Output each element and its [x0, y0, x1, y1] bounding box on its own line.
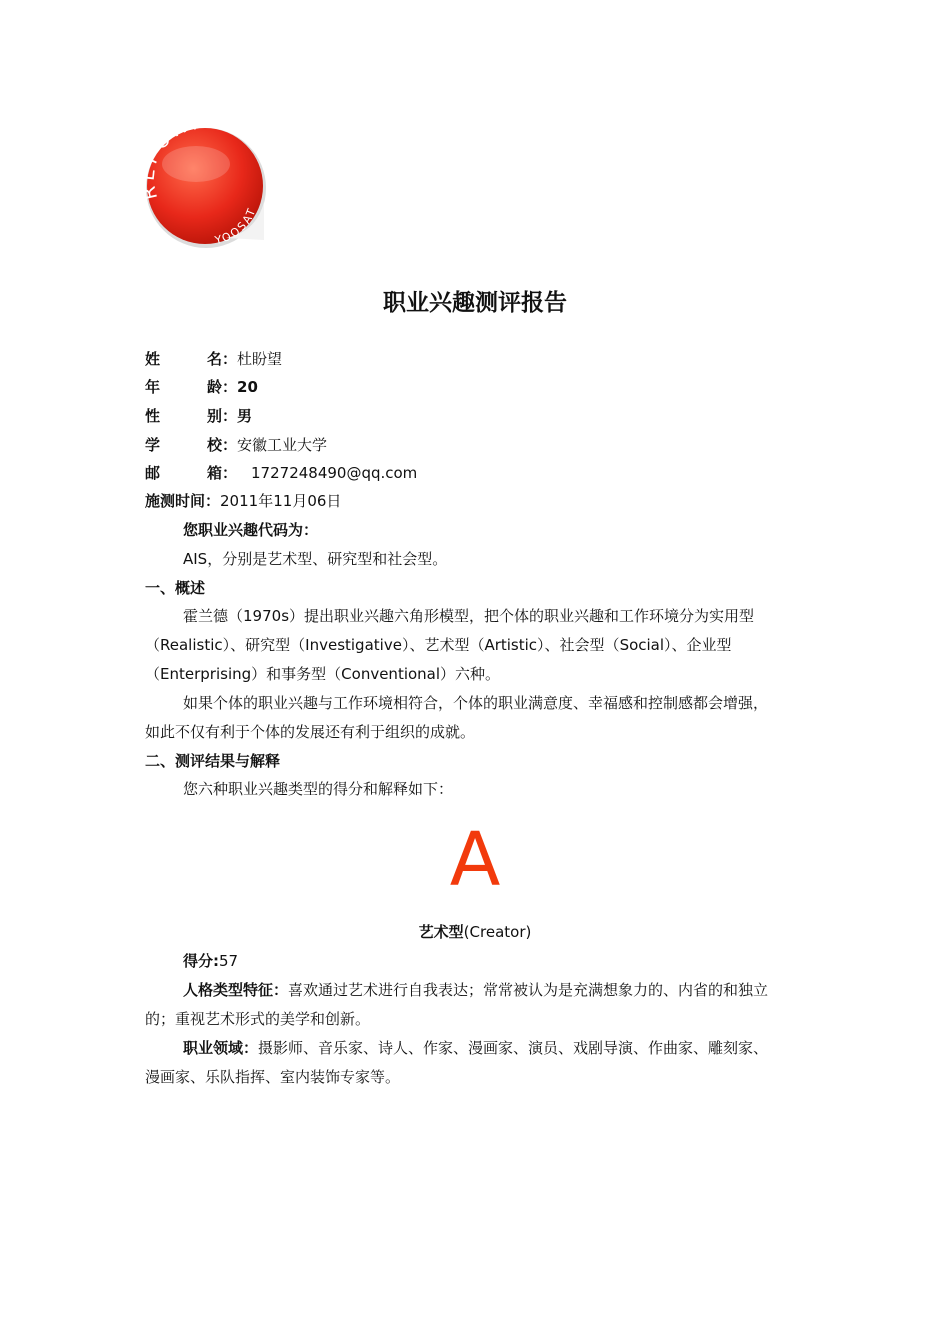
- type-name-row: [0, 922, 950, 942]
- type-en: (Creator): [463, 923, 532, 941]
- text-span: （: [145, 665, 161, 683]
- trait-text: 喜欢通过艺术进行自我表达；常常被认为是充满想象力的、内省的和独立: [288, 981, 769, 999]
- text-span: Investigative: [305, 636, 402, 654]
- test-time-year: 2011: [220, 492, 259, 510]
- test-time-month-unit: 月: [292, 492, 308, 510]
- info-label-b: 箱：: [207, 464, 238, 482]
- info-value-email: 1727248490@qq.com: [251, 464, 418, 482]
- text-span: Conventional: [341, 665, 441, 683]
- info-row-email: [145, 463, 417, 483]
- info-label-a: 性: [145, 407, 161, 425]
- info-row-gender: [145, 406, 252, 426]
- type-letter: A: [449, 817, 501, 903]
- test-time-label: 施测时间：: [145, 492, 221, 510]
- field-text: 摄影师、音乐家、诗人、作家、漫画家、演员、戏剧导演、作曲家、雕刻家、: [258, 1039, 769, 1057]
- text-span: 1970s: [243, 607, 290, 625]
- section2-heading: 二、测评结果与解释: [145, 752, 281, 770]
- trait-line1: [183, 980, 768, 1000]
- info-value-gender: 男: [237, 407, 253, 425]
- score-value: 57: [219, 952, 239, 970]
- info-value-age: 20: [237, 378, 258, 396]
- score-label: 得分:: [183, 952, 219, 970]
- text-span: Social: [619, 636, 665, 654]
- report-seal-logo: [138, 120, 278, 260]
- field-line1: [183, 1038, 768, 1058]
- text-span: ）、企业型: [664, 636, 732, 654]
- info-label-b: 别：: [207, 407, 238, 425]
- info-label-b: 校：: [207, 436, 238, 454]
- section2-intro: 您六种职业兴趣类型的得分和解释如下：: [183, 780, 454, 798]
- section1-p2-line1: 如果个体的职业兴趣与工作环境相符合，个体的职业满意度、幸福感和控制感都会增强，: [183, 694, 769, 712]
- text-span: ）和事务型（: [251, 665, 342, 683]
- text-span: ）、艺术型（: [401, 636, 485, 654]
- info-label-a: 学: [145, 436, 161, 454]
- code-result: [183, 549, 447, 569]
- text-span: Enterprising: [160, 665, 252, 683]
- test-time-day-unit: 日: [326, 492, 342, 510]
- code-value: AIS: [183, 550, 208, 568]
- test-time-month: 11: [273, 492, 293, 510]
- logo-text-top: REPORT: [138, 120, 206, 203]
- text-span: ）、研究型（: [222, 636, 306, 654]
- info-label-a: 邮: [145, 464, 161, 482]
- info-row-name: [145, 349, 282, 369]
- text-span: ）、社会型（: [537, 636, 620, 654]
- info-row-age: [145, 377, 258, 397]
- field-line2: 漫画家、乐队指挥、室内装饰专家等。: [145, 1068, 401, 1086]
- section1-heading: 一、概述: [145, 579, 206, 597]
- report-title: 职业兴趣测评报告: [383, 290, 567, 316]
- section1-p1-line1: [183, 606, 754, 626]
- text-span: （: [145, 636, 161, 654]
- report-seal-icon: [138, 120, 278, 260]
- test-time-year-unit: 年: [258, 492, 274, 510]
- info-label-a: 姓: [145, 350, 161, 368]
- code-desc: ，分别是艺术型、研究型和社会型。: [207, 550, 448, 568]
- info-label-b: 龄：: [207, 378, 238, 396]
- score-row: [183, 951, 238, 971]
- text-span: Artistic: [484, 636, 538, 654]
- code-label: 您职业兴趣代码为：: [183, 521, 319, 539]
- trait-line2: 的；重视艺术形式的美学和创新。: [145, 1010, 371, 1028]
- text-span: 霍兰德（: [183, 607, 244, 625]
- info-value-name: 杜盼望: [237, 350, 283, 368]
- info-label-b: 名：: [207, 350, 238, 368]
- section1-p1-line2: [145, 635, 732, 655]
- test-time-day: 06: [307, 492, 327, 510]
- info-label-a: 年: [145, 378, 161, 396]
- field-label: 职业领域：: [183, 1039, 259, 1057]
- section1-p1-line3: [145, 664, 500, 684]
- info-row-school: [145, 435, 327, 455]
- info-value-school: 安徽工业大学: [237, 436, 328, 454]
- section1-p2-line2: 如此不仅有利于个体的发展还有利于组织的成就。: [145, 723, 476, 741]
- test-time-row: [145, 491, 341, 511]
- text-span: ）提出职业兴趣六角形模型，把个体的职业兴趣和工作环境分为实用型: [289, 607, 755, 625]
- text-span: ）六种。: [440, 665, 501, 683]
- trait-label: 人格类型特征：: [183, 981, 289, 999]
- text-span: Realistic: [160, 636, 223, 654]
- type-name: 艺术型: [418, 923, 464, 941]
- logo-text-bottom: YOOSAT: [213, 205, 259, 248]
